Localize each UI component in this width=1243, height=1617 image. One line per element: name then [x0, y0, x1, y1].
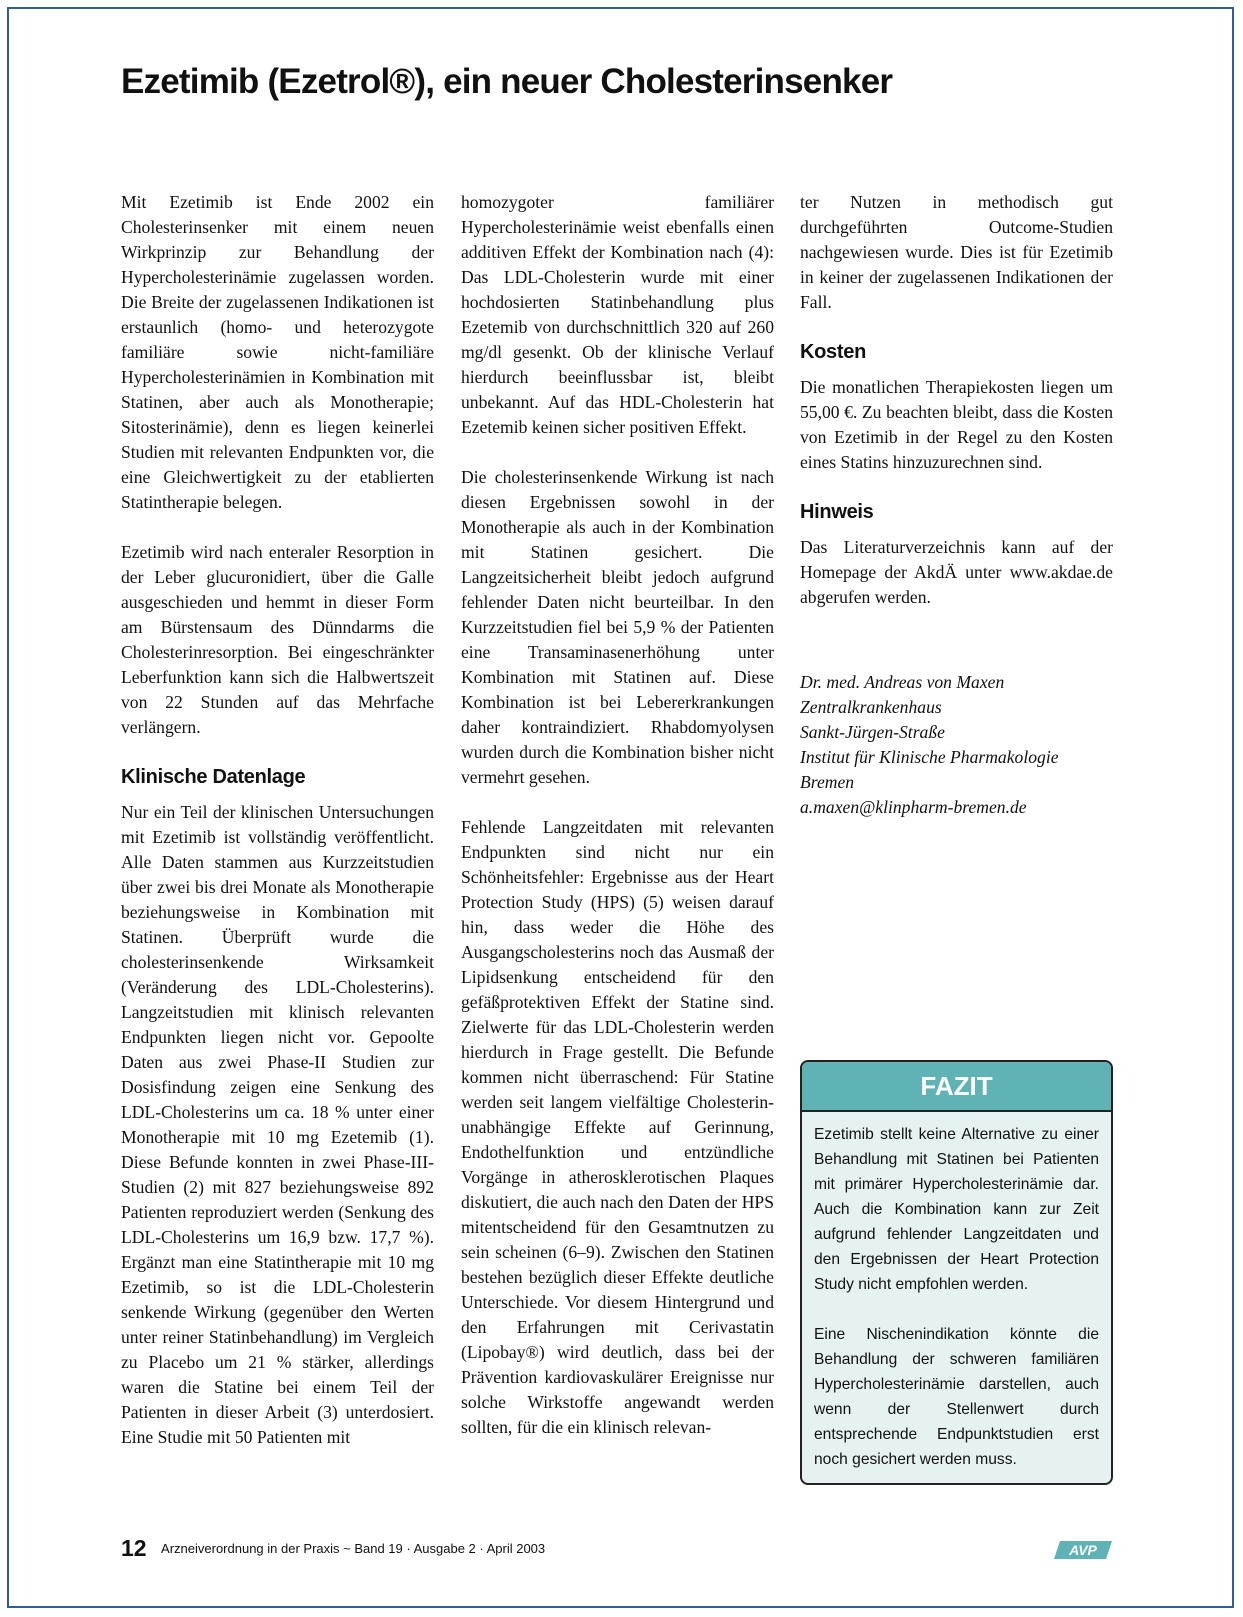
paragraph: Ezetimib wird nach enteraler Resorption in der Leber glucuronidiert, über die Galle ausgeschieden und hemmt in dieser Form am Bürstensaum des Dünndarms die Cholesterinresorption. Bei eingeschränkter Leberfunktion kann sich die Halbwertszeit von 22 Stunden auf das Mehrfache verlängern.: [121, 542, 434, 737]
author-institute: Institut für Klinische Pharmakologie: [800, 747, 1059, 767]
article-title: Ezetimib (Ezetrol®), ein neuer Cholesterinsenker: [121, 62, 893, 101]
paragraph: Nur ein Teil der klinischen Untersuchungen mit Ezetimib ist vollständig veröffentlicht. Alle Daten stammen aus Kurzzeitstudien über zwei bis drei Monate als Monotherapie beziehungsweise in Kombination mit Statinen. Überprüft wurde die cholesterinsenkende Wirksamkeit (Veränderung des LDL-Cholesterins). Langzeitstudien mit klinisch relevanten Endpunkten liegen nicht vor. Gepoolte Daten aus zwei Phase-II Studien zur Dosisfindung zeigen eine Senkung des LDL-Cholesterins um ca. 18 % unter einer Monotherapie mit 10 mg Ezetemib (1). Diese Befunde konnten in zwei Phase-III-Studien (2) mit 827 beziehungsweise 892 Patienten reproduziert werden (Senkung des LDL-Cholesterins um 16,9 bzw. 17,7 %). Ergänzt man eine Statintherapie mit 10 mg Ezetimib, so ist die LDL-Cholesterin senkende Wirkung (gegenüber den Werten unter reiner Statinbehandlung) im Vergleich zu Placebo um 21 % stärker, allerdings waren die Statine bei einem Teil der Patienten in dieser Arbeit (3) unterdosiert. Eine Studie mit 50 Patienten mit: [121, 802, 434, 1447]
column-2: [461, 190, 774, 1440]
author-email: a.maxen@klinpharm-bremen.de: [800, 797, 1027, 817]
author-name: Dr. med. Andreas von Maxen: [800, 672, 1005, 692]
paragraph: Die monatlichen Therapiekosten liegen um 55,00 €. Zu beachten bleibt, dass die Kosten von Ezetimib in der Regel zu den Kosten eines Statins hinzuzurechnen sind.: [800, 377, 1113, 472]
page-footer: [121, 1535, 545, 1562]
paragraph: ter Nutzen in methodisch gut durchgeführten Outcome-Studien nachgewiesen wurde. Dies ist für Ezetimib in keiner der zugelassenen Indikationen der Fall.: [800, 192, 1113, 312]
fazit-paragraph: Eine Nischenindikation könnte die Behandlung der schweren familiären Hypercholesterinämie darstellen, auch wenn der Stellenwert durch entsprechende Endpunktstudien erst noch gesichert werden muss.: [814, 1326, 1099, 1468]
fazit-body: [802, 1112, 1111, 1472]
section-heading-klinische-datenlage: Klinische Datenlage: [121, 766, 306, 788]
section-heading-kosten: Kosten: [800, 341, 866, 363]
fazit-box: [800, 1060, 1113, 1485]
author-block: [800, 670, 1113, 820]
author-city: Bremen: [800, 772, 855, 792]
column-1: [121, 190, 434, 1450]
avp-logo-text: AVP: [1069, 1542, 1097, 1558]
section-heading-hinweis: Hinweis: [800, 501, 874, 523]
author-street: Sankt-Jürgen-Straße: [800, 722, 945, 742]
author-affiliation: Zentralkrankenhaus: [800, 697, 942, 717]
paragraph: Das Literaturverzeichnis kann auf der Homepage der AkdÄ unter www.akdae.de abgerufen werden.: [800, 537, 1113, 607]
paragraph: Fehlende Langzeitdaten mit relevanten Endpunkten sind nicht nur ein Schönheitsfehler: Ergebnisse aus der Heart Protection Study (HPS) (5) weisen darauf hin, dass weder die Höhe des Ausgangscholesterins noch das Ausmaß der Lipidsenkung entscheidend für den gefäßprotektiven Effekt der Statine sind. Zielwerte für das LDL-Cholesterin werden hierdurch in Frage gestellt. Die Befunde kommen nicht überraschend: Für Statine werden seit langem vielfältige Cholesterin-unabhängige Effekte auf Gerinnung, Endothelfunktion und entzündliche Vorgänge in atherosklerotischen Plaques diskutiert, die auch nach den Daten der HPS mitentscheidend für den Gesamtnutzen zu sein scheinen (6–9). Zwischen den Statinen bestehen bezüglich dieser Effekte deutliche Unterschiede. Vor diesem Hintergrund und den Erfahrungen mit Cerivastatin (Lipobay®) wird deutlich, dass bei der Prävention kardiovaskulärer Ereignisse nur solche Wirkstoffe angewandt werden sollten, für die ein klinisch relevan-: [461, 817, 774, 1437]
paragraph: Die cholesterinsenkende Wirkung ist nach diesen Ergebnissen sowohl in der Monotherapie als auch in der Kombination mit Statinen gesichert. Die Langzeitsicherheit bleibt jedoch aufgrund fehlender Daten nicht beurteilbar. In den Kurzzeitstudien fiel bei 5,9 % der Patienten eine Transaminasenerhöhung unter Kombination mit Statinen auf. Diese Kombination ist bei Lebererkrankungen daher kontraindiziert. Rhabdomyolysen wurden durch die Kombination bisher nicht vermehrt gesehen.: [461, 467, 774, 787]
fazit-heading: FAZIT: [802, 1062, 1111, 1112]
journal-citation: Arzneiverordnung in der Praxis ~ Band 19 · Ausgabe 2 · April 2003: [161, 1541, 546, 1556]
paragraph: Mit Ezetimib ist Ende 2002 ein Cholesterinsenker mit einem neuen Wirkprinzip zur Behandlung der Hypercholesterinämie zugelassen worden. Die Breite der zugelassenen Indikationen ist erstaunlich (homo- und heterozygote familiäre sowie nicht-familiäre Hypercholesterinämien in Kombination mit Statinen, aber auch als Monotherapie; Sitosterinämie), denn es liegen keinerlei Studien mit relevanten Endpunkten vor, die eine Gleichwertigkeit zu der etablierten Statintherapie belegen.: [121, 192, 434, 512]
page-number: 12: [121, 1535, 147, 1561]
column-3: [800, 190, 1113, 820]
paragraph: homozygoter familiärer Hypercholesterinämie weist ebenfalls einen additiven Effekt der Kombination nach (4): Das LDL-Cholesterin wurde mit einer hochdosierten Statinbehandlung plus Ezetemib von durchschnittlich 320 auf 260 mg/dl gesenkt. Ob der klinische Verlauf hierdurch beeinflussbar ist, bleibt unbekannt. Auf das HDL-Cholesterin hat Ezetemib keinen sicher positiven Effekt.: [461, 192, 774, 437]
fazit-paragraph: Ezetimib stellt keine Alternative zu einer Behandlung mit Statinen bei Patienten mit primärer Hypercholesterinämie dar. Auch die Kombination kann zur Zeit aufgrund fehlender Langzeitdaten und den Ergebnissen der Heart Protection Study nicht empfohlen werden.: [814, 1126, 1099, 1293]
avp-logo-icon: [1054, 1540, 1112, 1560]
